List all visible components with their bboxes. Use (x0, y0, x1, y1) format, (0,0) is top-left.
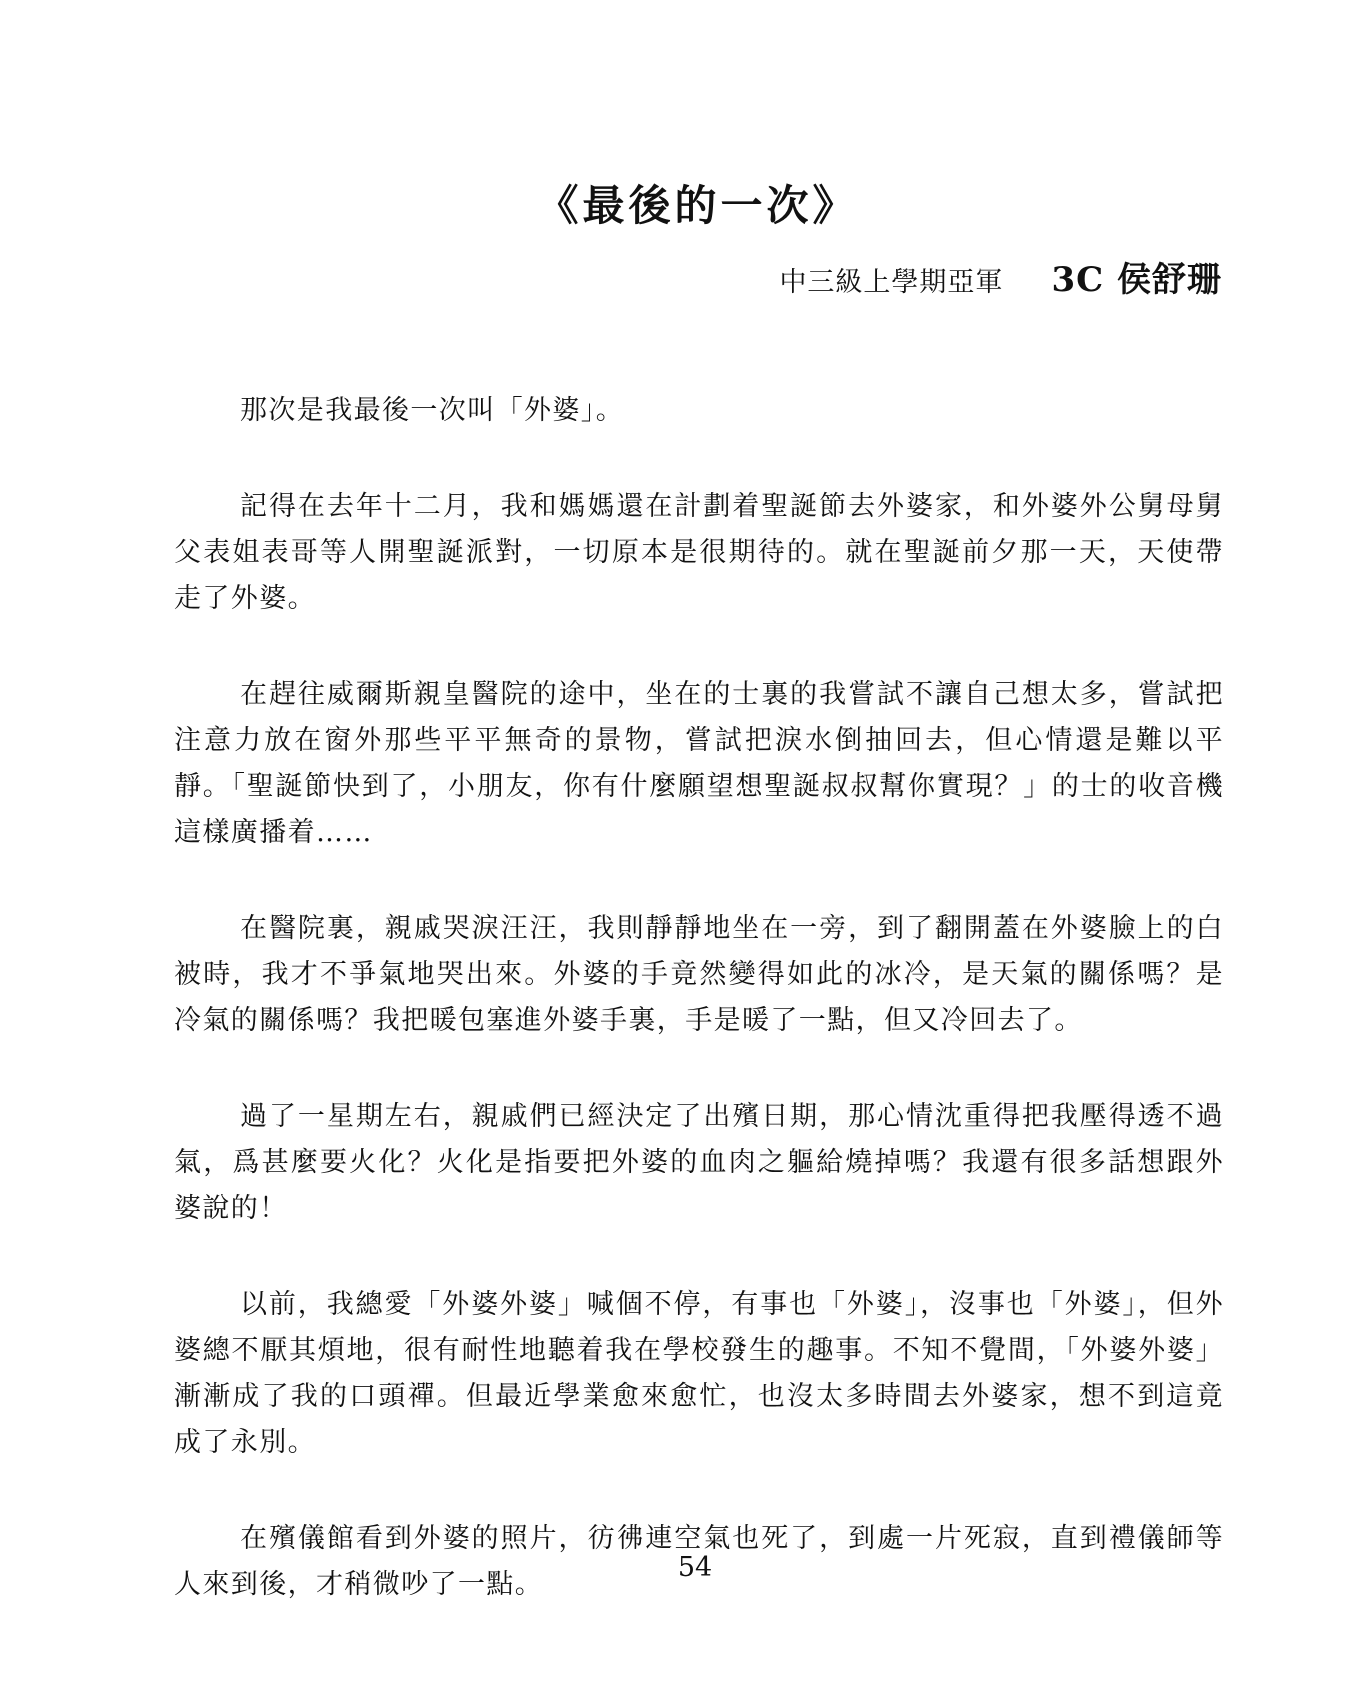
byline (779, 252, 1222, 302)
award-label: 中三級上學期亞軍 (779, 267, 1004, 298)
paragraph: 過了一星期左右，親戚們已經決定了出殯日期，那心情沈重得把我壓得透不過氣，爲甚麼要火化？火化是指要把外婆的血肉之軀給燒掉嗎？我還有很多話想跟外婆說的！ (174, 1101, 1224, 1224)
paragraph: 在殯儀館看到外婆的照片，彷彿連空氣也死了，到處一片死寂，直到禮儀師等人來到後，才稍微吵了一點。 (174, 1523, 1224, 1600)
paragraph: 在趕往威爾斯親皇醫院的途中，坐在的士裏的我嘗試不讓自己想太多，嘗試把注意力放在窗外那些平平無奇的景物，嘗試把淚水倒抽回去，但心情還是難以平靜。「聖誕節快到了，小朋友，你有什麼願望想聖誕叔叔幫你實現？」的士的收音機這樣廣播着…… (174, 679, 1224, 848)
author-name: 3C 侯舒珊 (1051, 260, 1222, 300)
essay-title: 《最後的一次》 (536, 181, 859, 230)
paragraph: 以前，我總愛「外婆外婆」喊個不停，有事也「外婆」，沒事也「外婆」，但外婆總不厭其煩地，很有耐性地聽着我在學校發生的趣事。不知不覺間，「外婆外婆」漸漸成了我的口頭禪。但最近學業愈來愈忙，也沒太多時間去外婆家，想不到這竟成了永別。 (174, 1289, 1224, 1458)
paragraph: 記得在去年十二月，我和媽媽還在計劃着聖誕節去外婆家，和外婆外公舅母舅父表姐表哥等人開聖誕派對，一切原本是很期待的。就在聖誕前夕那一天，天使帶走了外婆。 (174, 491, 1224, 614)
paragraph: 那次是我最後一次叫「外婆」。 (240, 395, 625, 426)
essay-body (174, 388, 1224, 1658)
paragraph: 在醫院裏，親戚哭淚汪汪，我則靜靜地坐在一旁，到了翻開蓋在外婆臉上的白被時，我才不爭氣地哭出來。外婆的手竟然變得如此的冰冷，是天氣的關係嗎？是冷氣的關係嗎？我把暖包塞進外婆手裏，手是暖了一點，但又冷回去了。 (174, 913, 1224, 1036)
page-number: 54 (677, 1552, 713, 1583)
